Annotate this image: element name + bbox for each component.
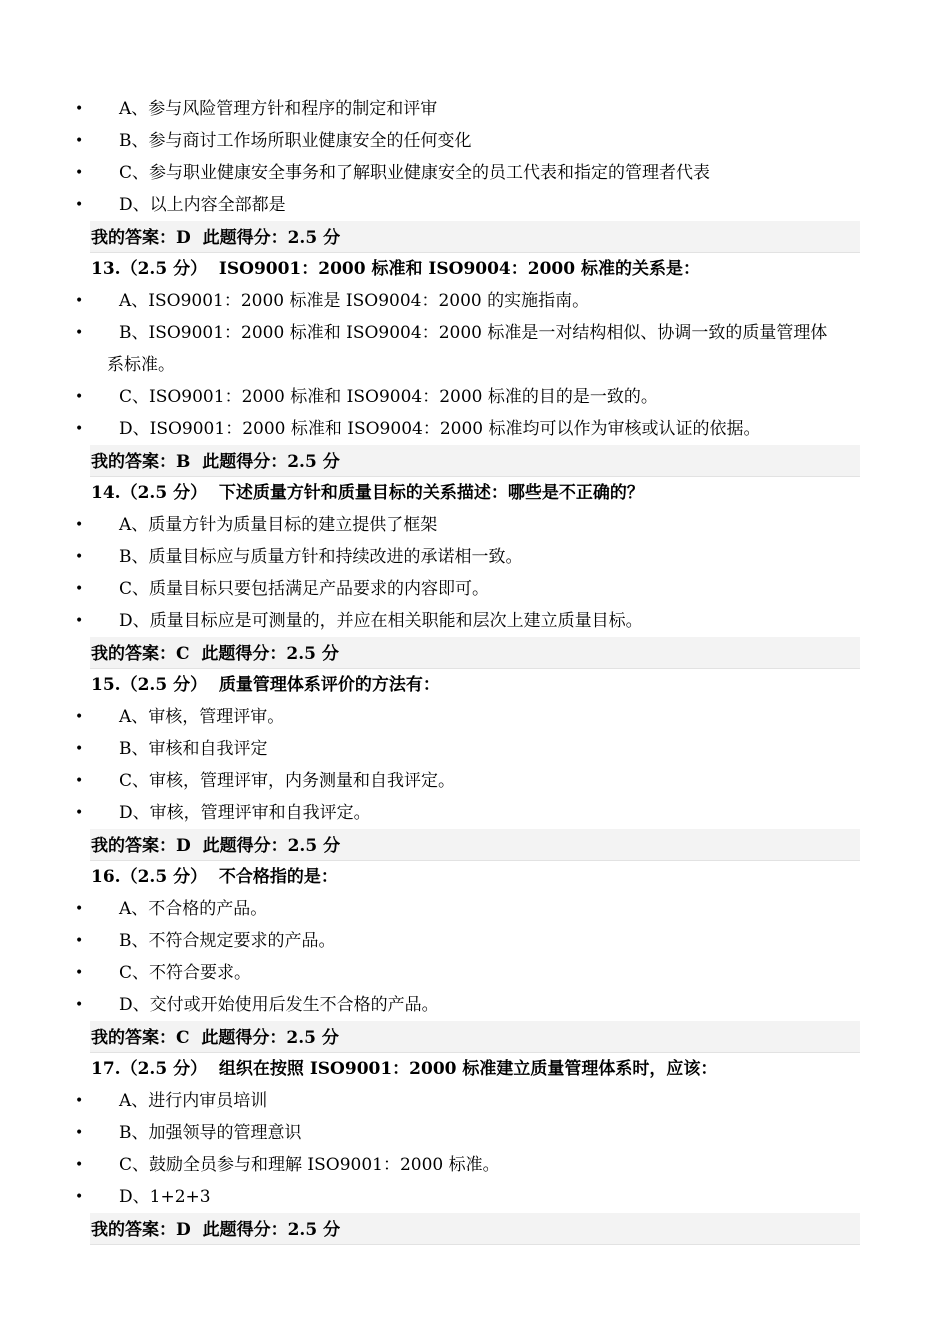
option-b: • B、加强领导的管理意识 [0,1117,950,1149]
bullet: • [75,101,84,117]
question-block-17 [0,1053,950,1245]
question-title: 14.（2.5 分） 下述质量方针和质量目标的关系描述：哪些是不正确的？ [91,483,644,503]
bullet: • [75,581,84,597]
bullet: • [75,197,84,213]
bullet: • [75,389,84,405]
answer-row: 我的答案：C 此题得分：2.5 分 [90,1021,860,1053]
option-b: • B、参与商讨工作场所职业健康安全的任何变化 [0,125,950,157]
bullet: • [75,901,84,917]
bullet: • [75,773,84,789]
question-title: 16.（2.5 分） 不合格指的是： [91,867,338,887]
bullet: • [75,1125,84,1141]
document-page [0,93,950,1245]
option-d: • D、1+2+3 [0,1181,950,1213]
bullet: • [75,805,84,821]
option-d: • D、交付或开始使用后发生不合格的产品。 [0,989,950,1021]
option-b: • B、ISO9001：2000 标准和 ISO9004：2000 标准是一对结构相似、协调一致的质量管理体 [0,317,950,349]
option-c: • C、质量目标只要包括满足产品要求的内容即可。 [0,573,950,605]
option-b: • B、审核和自我评定 [0,733,950,765]
bullet: • [75,549,84,565]
option-b-continuation: 系标准。 [107,355,175,375]
option-d: • D、ISO9001：2000 标准和 ISO9004：2000 标准均可以作为审核或认证的依据。 [0,413,950,445]
option-a: • A、进行内审员培训 [0,1085,950,1117]
question-title: 17.（2.5 分） 组织在按照 ISO9001：2000 标准建立质量管理体系时，应该： [91,1059,718,1079]
bullet: • [75,517,84,533]
option-c: • C、ISO9001：2000 标准和 ISO9004：2000 标准的目的是一致的。 [0,381,950,413]
option-b: • B、不符合规定要求的产品。 [0,925,950,957]
answer-row: 我的答案：D 此题得分：2.5 分 [90,221,860,253]
question-block-13 [0,253,950,477]
option-c: • C、审核，管理评审，内务测量和自我评定。 [0,765,950,797]
option-a: • A、审核，管理评审。 [0,701,950,733]
option-a: • A、参与风险管理方针和程序的制定和评审 [0,93,950,125]
option-c: • C、参与职业健康安全事务和了解职业健康安全的员工代表和指定的管理者代表 [0,157,950,189]
bullet: • [75,997,84,1013]
answer-row: 我的答案：C 此题得分：2.5 分 [90,637,860,669]
question-title: 13.（2.5 分） ISO9001：2000 标准和 ISO9004：2000 标准的关系是： [91,259,700,279]
answer-row: 我的答案：B 此题得分：2.5 分 [90,445,860,477]
bullet: • [75,741,84,757]
bullet: • [75,165,84,181]
bullet: • [75,965,84,981]
option-d: • D、审核，管理评审和自我评定。 [0,797,950,829]
bullet: • [75,1189,84,1205]
option-a: • A、不合格的产品。 [0,893,950,925]
option-a: • A、ISO9001：2000 标准是 ISO9004：2000 的实施指南。 [0,285,950,317]
bullet: • [75,613,84,629]
question-block-16 [0,861,950,1053]
bullet: • [75,325,84,341]
question-block-15 [0,669,950,861]
option-c: • C、鼓励全员参与和理解 ISO9001：2000 标准。 [0,1149,950,1181]
option-d: • D、质量目标应是可测量的，并应在相关职能和层次上建立质量目标。 [0,605,950,637]
answer-row: 我的答案：D 此题得分：2.5 分 [90,829,860,861]
option-a: • A、质量方针为质量目标的建立提供了框架 [0,509,950,541]
bullet: • [75,1093,84,1109]
bullet: • [75,421,84,437]
bullet: • [75,133,84,149]
bullet: • [75,933,84,949]
bullet: • [75,709,84,725]
bullet: • [75,1157,84,1173]
question-block-12 [0,93,950,253]
option-b: • B、质量目标应与质量方针和持续改进的承诺相一致。 [0,541,950,573]
bullet: • [75,293,84,309]
answer-row: 我的答案：D 此题得分：2.5 分 [90,1213,860,1245]
question-title: 15.（2.5 分） 质量管理体系评价的方法有： [91,675,440,695]
option-c: • C、不符合要求。 [0,957,950,989]
option-d: • D、以上内容全部都是 [0,189,950,221]
question-block-14 [0,477,950,669]
